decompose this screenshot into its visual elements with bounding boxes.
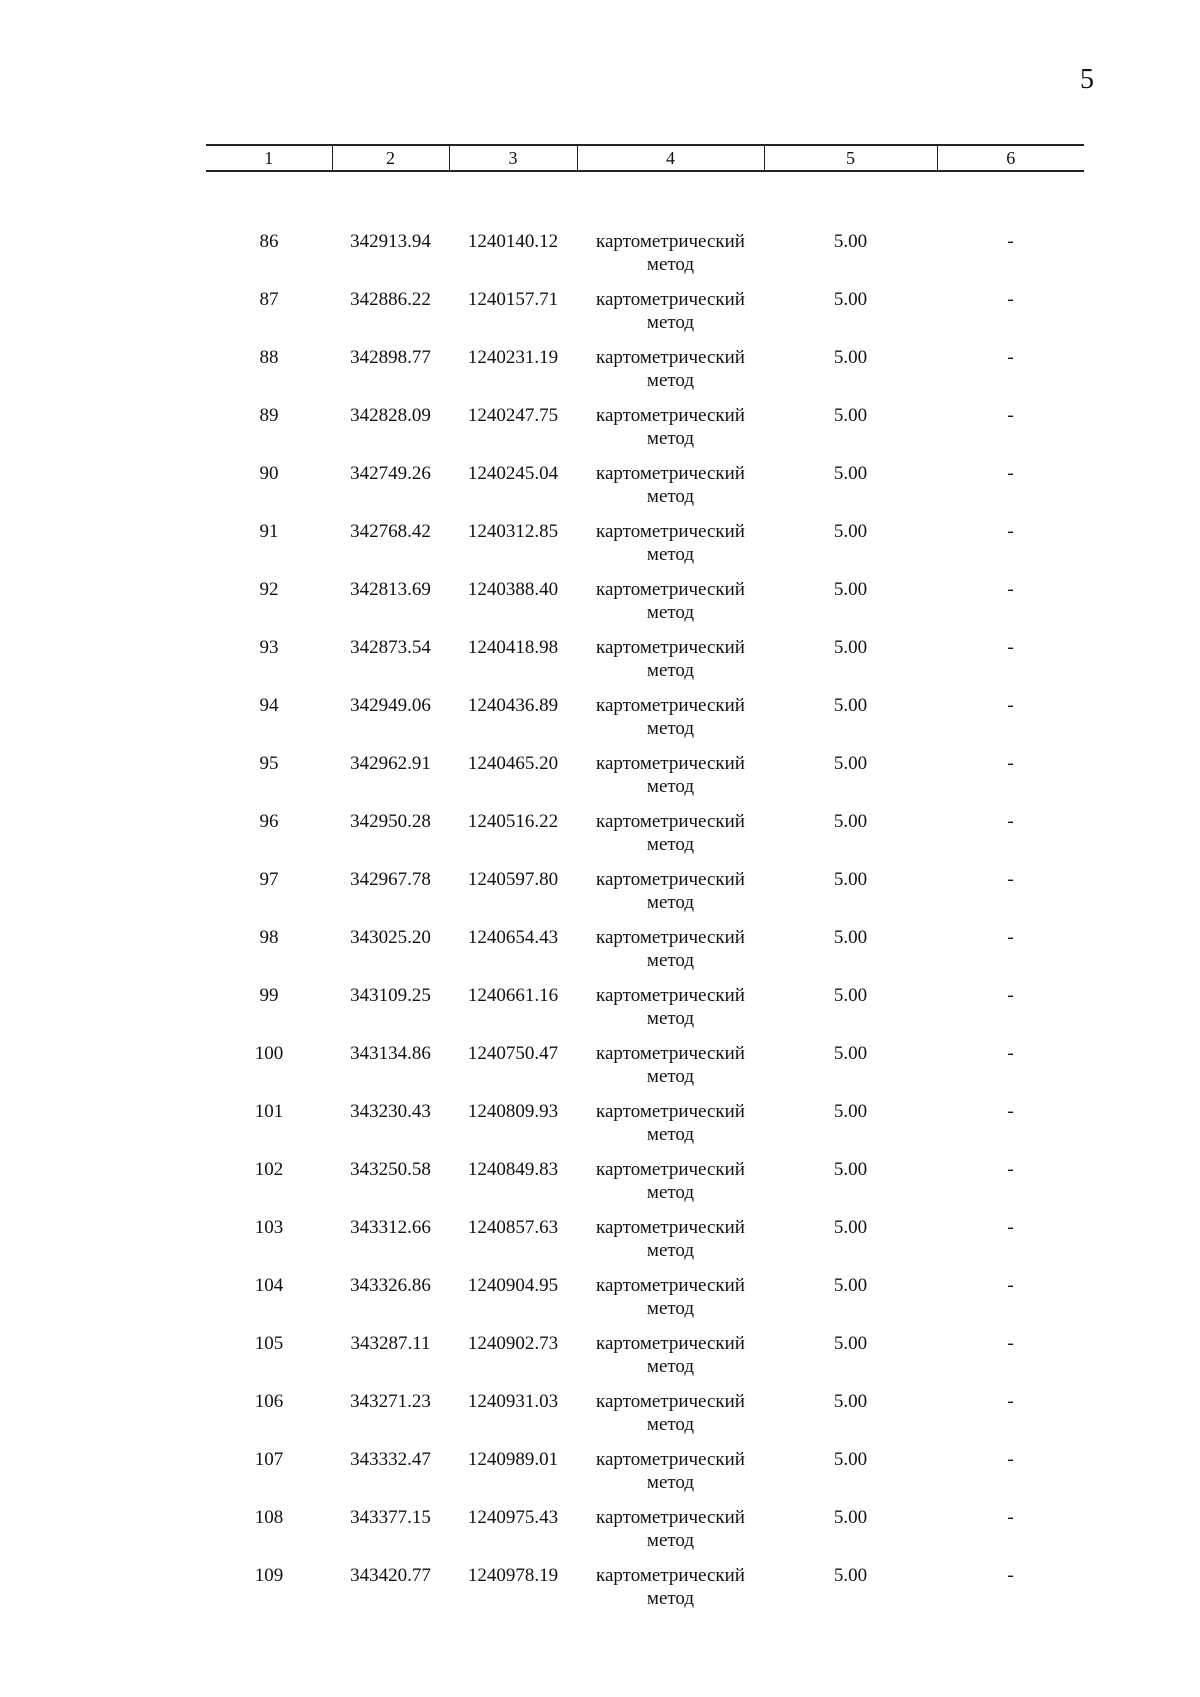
note-cell: -: [1007, 347, 1014, 368]
point-number-cell: 98: [259, 927, 279, 948]
point-number-cell: 103: [254, 1217, 284, 1238]
y-coordinate-cell: 1240904.95: [467, 1275, 559, 1296]
column-header: 5: [764, 145, 937, 171]
method-line-2: метод: [646, 950, 695, 971]
accuracy-cell: 5.00: [833, 405, 868, 426]
y-coordinate-cell: 1240245.04: [467, 463, 559, 484]
method-line-1: картометрический: [596, 927, 745, 948]
method-line-2: метод: [646, 1124, 695, 1145]
point-number-cell: 107: [254, 1449, 284, 1470]
accuracy-cell: 5.00: [833, 1043, 868, 1064]
point-number-cell: 109: [254, 1565, 284, 1586]
point-number-cell: 102: [254, 1159, 284, 1180]
point-number-cell: 95: [259, 753, 279, 774]
y-coordinate-cell: 1240978.19: [467, 1565, 559, 1586]
method-cell: [577, 1506, 764, 1564]
method-cell: [577, 404, 764, 462]
note-cell: -: [1007, 463, 1014, 484]
method-cell: [577, 868, 764, 926]
method-line-2: метод: [646, 1008, 695, 1029]
method-line-1: картометрический: [596, 1449, 745, 1470]
x-coordinate-cell: 343025.20: [350, 927, 431, 948]
method-line-1: картометрический: [596, 521, 745, 542]
accuracy-cell: 5.00: [833, 985, 868, 1006]
method-line-2: метод: [646, 1182, 695, 1203]
x-coordinate-cell: 343312.66: [350, 1217, 431, 1238]
table-row: [206, 1506, 1084, 1564]
method-cell: [577, 752, 764, 810]
method-line-1: картометрический: [596, 1565, 745, 1586]
note-cell: -: [1007, 637, 1014, 658]
table-row: [206, 752, 1084, 810]
y-coordinate-cell: 1240597.80: [467, 869, 559, 890]
x-coordinate-cell: 343250.58: [350, 1159, 431, 1180]
point-number-cell: 91: [259, 521, 279, 542]
y-coordinate-cell: 1240809.93: [467, 1101, 559, 1122]
x-coordinate-cell: 342813.69: [350, 579, 431, 600]
table-row: [206, 926, 1084, 984]
y-coordinate-cell: 1240436.89: [467, 695, 559, 716]
method-line-2: метод: [646, 660, 695, 681]
y-coordinate-cell: 1240157.71: [467, 289, 559, 310]
note-cell: -: [1007, 695, 1014, 716]
table-row: [206, 230, 1084, 288]
accuracy-cell: 5.00: [833, 753, 868, 774]
column-header: 3: [449, 145, 577, 171]
method-line-1: картометрический: [596, 463, 745, 484]
method-cell: [577, 1332, 764, 1390]
method-cell: [577, 694, 764, 752]
coordinates-table: [206, 144, 1084, 1622]
method-cell: [577, 926, 764, 984]
method-cell: [577, 810, 764, 868]
method-line-1: картометрический: [596, 753, 745, 774]
table-row: [206, 1332, 1084, 1390]
table-row: [206, 288, 1084, 346]
accuracy-cell: 5.00: [833, 869, 868, 890]
x-coordinate-cell: 342873.54: [350, 637, 431, 658]
x-coordinate-cell: 343332.47: [350, 1449, 431, 1470]
table-row: [206, 868, 1084, 926]
y-coordinate-cell: 1240231.19: [467, 347, 559, 368]
table-row: [206, 346, 1084, 404]
table-row: [206, 984, 1084, 1042]
method-line-2: метод: [646, 1414, 695, 1435]
method-cell: [577, 346, 764, 404]
x-coordinate-cell: 342962.91: [350, 753, 431, 774]
accuracy-cell: 5.00: [833, 347, 868, 368]
note-cell: -: [1007, 1101, 1014, 1122]
x-coordinate-cell: 343287.11: [350, 1333, 431, 1354]
point-number-cell: 106: [254, 1391, 284, 1412]
note-cell: -: [1007, 1159, 1014, 1180]
point-number-cell: 101: [254, 1101, 284, 1122]
page-number: 5: [1080, 64, 1094, 95]
accuracy-cell: 5.00: [833, 695, 868, 716]
y-coordinate-cell: 1240661.16: [467, 985, 559, 1006]
table-header-row: [206, 145, 1084, 171]
accuracy-cell: 5.00: [833, 927, 868, 948]
x-coordinate-cell: 342898.77: [350, 347, 431, 368]
table-row: [206, 694, 1084, 752]
table-row: [206, 1390, 1084, 1448]
x-coordinate-cell: 343134.86: [350, 1043, 431, 1064]
method-line-1: картометрический: [596, 1275, 745, 1296]
accuracy-cell: 5.00: [833, 1333, 868, 1354]
method-cell: [577, 578, 764, 636]
point-number-cell: 89: [259, 405, 279, 426]
point-number-cell: 105: [254, 1333, 284, 1354]
y-coordinate-cell: 1240857.63: [467, 1217, 559, 1238]
y-coordinate-cell: 1240750.47: [467, 1043, 559, 1064]
point-number-cell: 92: [259, 579, 279, 600]
method-line-1: картометрический: [596, 695, 745, 716]
accuracy-cell: 5.00: [833, 289, 868, 310]
accuracy-cell: 5.00: [833, 1217, 868, 1238]
method-line-2: метод: [646, 1066, 695, 1087]
method-cell: [577, 1448, 764, 1506]
point-number-cell: 97: [259, 869, 279, 890]
method-line-2: метод: [646, 1472, 695, 1493]
column-header: 2: [332, 145, 449, 171]
method-line-1: картометрический: [596, 1043, 745, 1064]
table-row: [206, 1042, 1084, 1100]
method-cell: [577, 1158, 764, 1216]
point-number-cell: 108: [254, 1507, 284, 1528]
method-line-2: метод: [646, 718, 695, 739]
method-line-2: метод: [646, 1298, 695, 1319]
note-cell: -: [1007, 579, 1014, 600]
method-line-1: картометрический: [596, 1159, 745, 1180]
accuracy-cell: 5.00: [833, 231, 868, 252]
table-row: [206, 1448, 1084, 1506]
note-cell: -: [1007, 1507, 1014, 1528]
method-line-1: картометрический: [596, 869, 745, 890]
y-coordinate-cell: 1240247.75: [467, 405, 559, 426]
method-cell: [577, 230, 764, 288]
method-cell: [577, 984, 764, 1042]
point-number-cell: 96: [259, 811, 279, 832]
note-cell: -: [1007, 1275, 1014, 1296]
method-line-2: метод: [646, 254, 695, 275]
x-coordinate-cell: 343109.25: [350, 985, 431, 1006]
accuracy-cell: 5.00: [833, 1449, 868, 1470]
x-coordinate-cell: 342886.22: [350, 289, 431, 310]
method-cell: [577, 462, 764, 520]
x-coordinate-cell: 342913.94: [350, 231, 431, 252]
method-line-2: метод: [646, 1530, 695, 1551]
method-line-1: картометрический: [596, 1333, 745, 1354]
table-row: [206, 810, 1084, 868]
method-line-2: метод: [646, 486, 695, 507]
note-cell: -: [1007, 1333, 1014, 1354]
accuracy-cell: 5.00: [833, 1101, 868, 1122]
column-header: 4: [577, 145, 764, 171]
column-header: 1: [206, 145, 332, 171]
method-cell: [577, 1216, 764, 1274]
point-number-cell: 93: [259, 637, 279, 658]
column-header: 6: [937, 145, 1084, 171]
note-cell: -: [1007, 1217, 1014, 1238]
note-cell: -: [1007, 1391, 1014, 1412]
table-row: [206, 1100, 1084, 1158]
x-coordinate-cell: 343420.77: [350, 1565, 431, 1586]
x-coordinate-cell: 343326.86: [350, 1275, 431, 1296]
method-line-2: метод: [646, 312, 695, 333]
method-line-1: картометрический: [596, 405, 745, 426]
method-line-2: метод: [646, 1588, 695, 1609]
accuracy-cell: 5.00: [833, 637, 868, 658]
y-coordinate-cell: 1240849.83: [467, 1159, 559, 1180]
x-coordinate-cell: 343230.43: [350, 1101, 431, 1122]
table-row: [206, 1274, 1084, 1332]
note-cell: -: [1007, 811, 1014, 832]
note-cell: -: [1007, 231, 1014, 252]
accuracy-cell: 5.00: [833, 811, 868, 832]
method-line-2: метод: [646, 370, 695, 391]
accuracy-cell: 5.00: [833, 579, 868, 600]
method-line-1: картометрический: [596, 1507, 745, 1528]
method-line-1: картометрический: [596, 1217, 745, 1238]
table-row: [206, 520, 1084, 578]
accuracy-cell: 5.00: [833, 1507, 868, 1528]
method-line-1: картометрический: [596, 289, 745, 310]
y-coordinate-cell: 1240465.20: [467, 753, 559, 774]
note-cell: -: [1007, 1449, 1014, 1470]
method-line-1: картометрический: [596, 579, 745, 600]
method-cell: [577, 636, 764, 694]
y-coordinate-cell: 1240388.40: [467, 579, 559, 600]
method-cell: [577, 288, 764, 346]
method-line-2: метод: [646, 1240, 695, 1261]
note-cell: -: [1007, 405, 1014, 426]
point-number-cell: 86: [259, 231, 279, 252]
note-cell: -: [1007, 753, 1014, 774]
table-row: [206, 636, 1084, 694]
method-line-1: картометрический: [596, 347, 745, 368]
accuracy-cell: 5.00: [833, 1391, 868, 1412]
y-coordinate-cell: 1240975.43: [467, 1507, 559, 1528]
y-coordinate-cell: 1240140.12: [467, 231, 559, 252]
note-cell: -: [1007, 985, 1014, 1006]
y-coordinate-cell: 1240931.03: [467, 1391, 559, 1412]
table-row: [206, 462, 1084, 520]
table-row: [206, 578, 1084, 636]
note-cell: -: [1007, 521, 1014, 542]
method-line-2: метод: [646, 892, 695, 913]
header-spacer: [206, 171, 1084, 230]
x-coordinate-cell: 342828.09: [350, 405, 431, 426]
accuracy-cell: 5.00: [833, 1275, 868, 1296]
method-line-2: метод: [646, 428, 695, 449]
method-line-2: метод: [646, 776, 695, 797]
x-coordinate-cell: 342749.26: [350, 463, 431, 484]
y-coordinate-cell: 1240312.85: [467, 521, 559, 542]
y-coordinate-cell: 1240989.01: [467, 1449, 559, 1470]
point-number-cell: 100: [254, 1043, 284, 1064]
accuracy-cell: 5.00: [833, 521, 868, 542]
point-number-cell: 88: [259, 347, 279, 368]
method-line-2: метод: [646, 1356, 695, 1377]
x-coordinate-cell: 342950.28: [350, 811, 431, 832]
table-row: [206, 1158, 1084, 1216]
method-line-1: картометрический: [596, 637, 745, 658]
method-cell: [577, 520, 764, 578]
x-coordinate-cell: 342949.06: [350, 695, 431, 716]
point-number-cell: 99: [259, 985, 279, 1006]
accuracy-cell: 5.00: [833, 463, 868, 484]
x-coordinate-cell: 342967.78: [350, 869, 431, 890]
method-line-1: картометрический: [596, 1391, 745, 1412]
method-line-2: метод: [646, 602, 695, 623]
method-line-1: картометрический: [596, 985, 745, 1006]
method-cell: [577, 1274, 764, 1332]
table-row: [206, 404, 1084, 462]
method-cell: [577, 1100, 764, 1158]
method-line-1: картометрический: [596, 1101, 745, 1122]
table-row: [206, 1216, 1084, 1274]
point-number-cell: 90: [259, 463, 279, 484]
method-line-2: метод: [646, 544, 695, 565]
method-cell: [577, 1564, 764, 1622]
accuracy-cell: 5.00: [833, 1565, 868, 1586]
method-line-1: картометрический: [596, 811, 745, 832]
method-line-2: метод: [646, 834, 695, 855]
x-coordinate-cell: 342768.42: [350, 521, 431, 542]
point-number-cell: 87: [259, 289, 279, 310]
note-cell: -: [1007, 289, 1014, 310]
note-cell: -: [1007, 869, 1014, 890]
x-coordinate-cell: 343377.15: [350, 1507, 431, 1528]
note-cell: -: [1007, 1043, 1014, 1064]
x-coordinate-cell: 343271.23: [350, 1391, 431, 1412]
y-coordinate-cell: 1240654.43: [467, 927, 559, 948]
point-number-cell: 104: [254, 1275, 284, 1296]
note-cell: -: [1007, 1565, 1014, 1586]
method-line-1: картометрический: [596, 231, 745, 252]
table-row: [206, 1564, 1084, 1622]
table-body: [206, 171, 1084, 1622]
y-coordinate-cell: 1240516.22: [467, 811, 559, 832]
point-number-cell: 94: [259, 695, 279, 716]
note-cell: -: [1007, 927, 1014, 948]
y-coordinate-cell: 1240902.73: [467, 1333, 559, 1354]
method-cell: [577, 1042, 764, 1100]
y-coordinate-cell: 1240418.98: [467, 637, 559, 658]
method-cell: [577, 1390, 764, 1448]
accuracy-cell: 5.00: [833, 1159, 868, 1180]
